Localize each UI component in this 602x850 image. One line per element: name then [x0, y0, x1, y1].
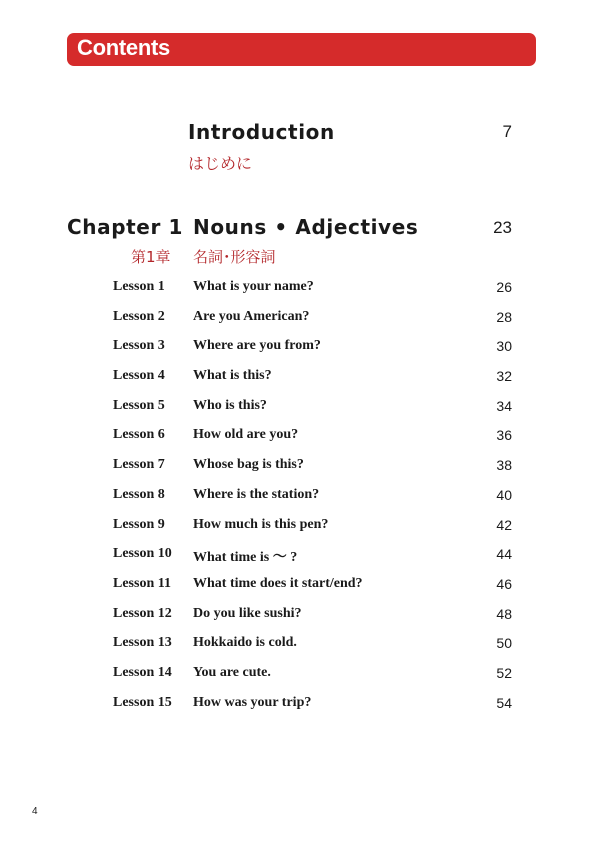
lesson-page: 38	[496, 457, 512, 474]
lesson-item[interactable]	[0, 482, 602, 512]
lesson-list	[0, 274, 602, 719]
lesson-label: Lesson 3	[113, 338, 165, 354]
lesson-label: Lesson 5	[113, 397, 165, 413]
lesson-label: Lesson 12	[113, 605, 172, 621]
introduction-page: 7	[502, 122, 512, 141]
lesson-label: Lesson 4	[113, 368, 165, 384]
lesson-page: 34	[496, 397, 512, 414]
lesson-label: Lesson 10	[113, 546, 172, 562]
lesson-title: Are you American?	[193, 308, 310, 324]
lesson-label: Lesson 13	[113, 635, 172, 651]
lesson-item[interactable]	[0, 274, 602, 304]
lesson-page: 48	[496, 605, 512, 622]
lesson-label: Lesson 8	[113, 486, 165, 502]
lesson-title: What is this?	[193, 368, 272, 384]
lesson-item[interactable]	[0, 363, 602, 393]
lesson-title: Do you like sushi?	[193, 605, 302, 621]
chapter-japanese-title: 名詞･形容詞	[193, 248, 276, 266]
lesson-item[interactable]	[0, 660, 602, 690]
contents-title: Contents	[77, 35, 170, 60]
lesson-page: 32	[496, 368, 512, 385]
lesson-label: Lesson 2	[113, 308, 165, 324]
lesson-item[interactable]	[0, 393, 602, 423]
lesson-page: 46	[496, 575, 512, 592]
chapter-japanese-number: 第1章	[131, 248, 171, 266]
lesson-title: Whose bag is this?	[193, 457, 304, 473]
lesson-page: 28	[496, 308, 512, 325]
lesson-item[interactable]	[0, 601, 602, 631]
lesson-page: 40	[496, 486, 512, 503]
lesson-page: 44	[496, 546, 512, 563]
chapter-page: 23	[493, 218, 512, 237]
lesson-title: Where is the station?	[193, 486, 320, 502]
lesson-item[interactable]	[0, 304, 602, 334]
chapter-title[interactable]: Nouns • Adjectives	[193, 215, 419, 239]
lesson-title: Where are you from?	[193, 338, 321, 354]
lesson-title: You are cute.	[193, 664, 271, 680]
lesson-page: 50	[496, 635, 512, 652]
lesson-label: Lesson 11	[113, 575, 171, 591]
lesson-page: 36	[496, 427, 512, 444]
lesson-title: How was your trip?	[193, 694, 312, 710]
lesson-item[interactable]	[0, 690, 602, 720]
lesson-title: Who is this?	[193, 397, 267, 413]
lesson-page: 52	[496, 664, 512, 681]
lesson-item[interactable]	[0, 541, 602, 571]
lesson-title: What is your name?	[193, 279, 314, 294]
lesson-title: Hokkaido is cold.	[193, 635, 297, 651]
lesson-label: Lesson 6	[113, 427, 165, 443]
lesson-title: What time is ～ ?	[193, 550, 298, 566]
lesson-item[interactable]	[0, 422, 602, 452]
lesson-label: Lesson 9	[113, 516, 165, 532]
lesson-label: Lesson 7	[113, 457, 165, 473]
lesson-item[interactable]	[0, 571, 602, 601]
lesson-item[interactable]	[0, 452, 602, 482]
lesson-item[interactable]	[0, 512, 602, 542]
lesson-label: Lesson 1	[113, 279, 165, 294]
page-number: 4	[32, 806, 38, 817]
lesson-label: Lesson 15	[113, 694, 172, 710]
contents-header-bar	[67, 33, 536, 66]
lesson-label: Lesson 14	[113, 664, 172, 680]
introduction-japanese: はじめに	[188, 154, 253, 173]
lesson-page: 30	[496, 338, 512, 355]
lesson-page: 42	[496, 516, 512, 533]
lesson-title: What time does it start/end?	[193, 575, 363, 591]
lesson-title: How old are you?	[193, 427, 299, 443]
lesson-item[interactable]	[0, 333, 602, 363]
chapter-label: Chapter 1	[67, 215, 183, 239]
lesson-page: 54	[496, 694, 512, 711]
lesson-item[interactable]	[0, 630, 602, 660]
lesson-page: 26	[496, 279, 512, 295]
introduction-title[interactable]: Introduction	[188, 120, 335, 144]
lesson-title: How much is this pen?	[193, 516, 329, 532]
